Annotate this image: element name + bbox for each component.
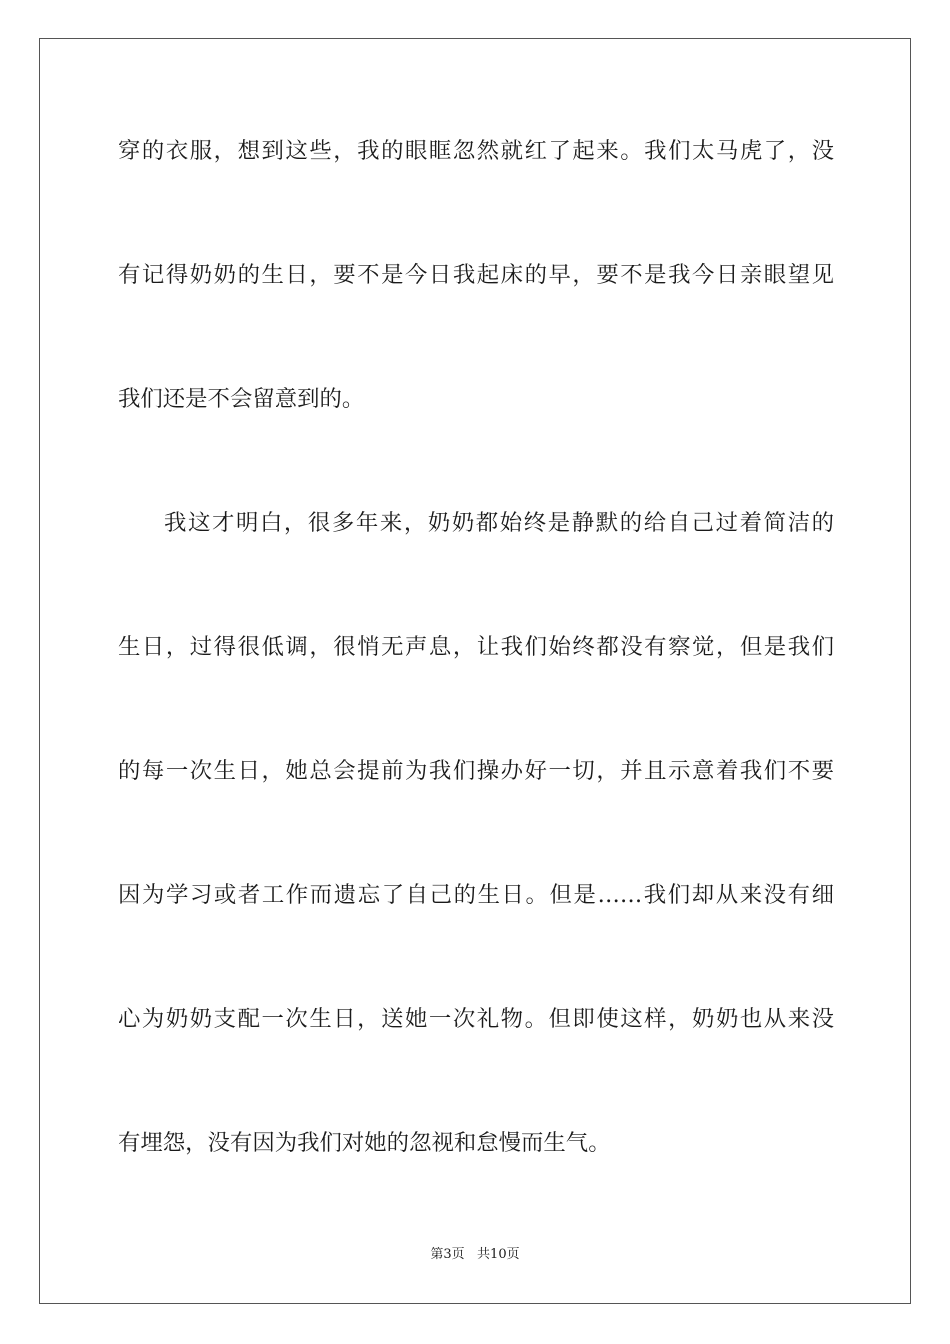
body-line-2: 有记得奶奶的生日，要不是今日我起床的早，要不是我今日亲眼望见 [118,262,834,288]
body-line-8: 心为奶奶支配一次生日，送她一次礼物。但即使这样，奶奶也从来没 [118,1006,834,1032]
body-line-5: 生日，过得很低调，很悄无声息，让我们始终都没有察觉，但是我们 [118,634,834,660]
body-line-4: 我这才明白，很多年来，奶奶都始终是静默的给自己过着简洁的 [164,510,834,536]
body-line-7: 因为学习或者工作而遗忘了自己的生日。但是……我们却从来没有细 [118,882,834,908]
body-line-1: 穿的衣服，想到这些，我的眼眶忽然就红了起来。我们太马虎了，没 [118,138,834,164]
body-line-3: 我们还是不会留意到的。 [118,386,365,412]
body-line-6: 的每一次生日，她总会提前为我们操办好一切，并且示意着我们不要 [118,758,834,784]
page-border [39,38,911,1304]
page-number: 第3页 共10页 [430,1247,520,1262]
body-line-9: 有埋怨，没有因为我们对她的忽视和怠慢而生气。 [118,1130,611,1156]
